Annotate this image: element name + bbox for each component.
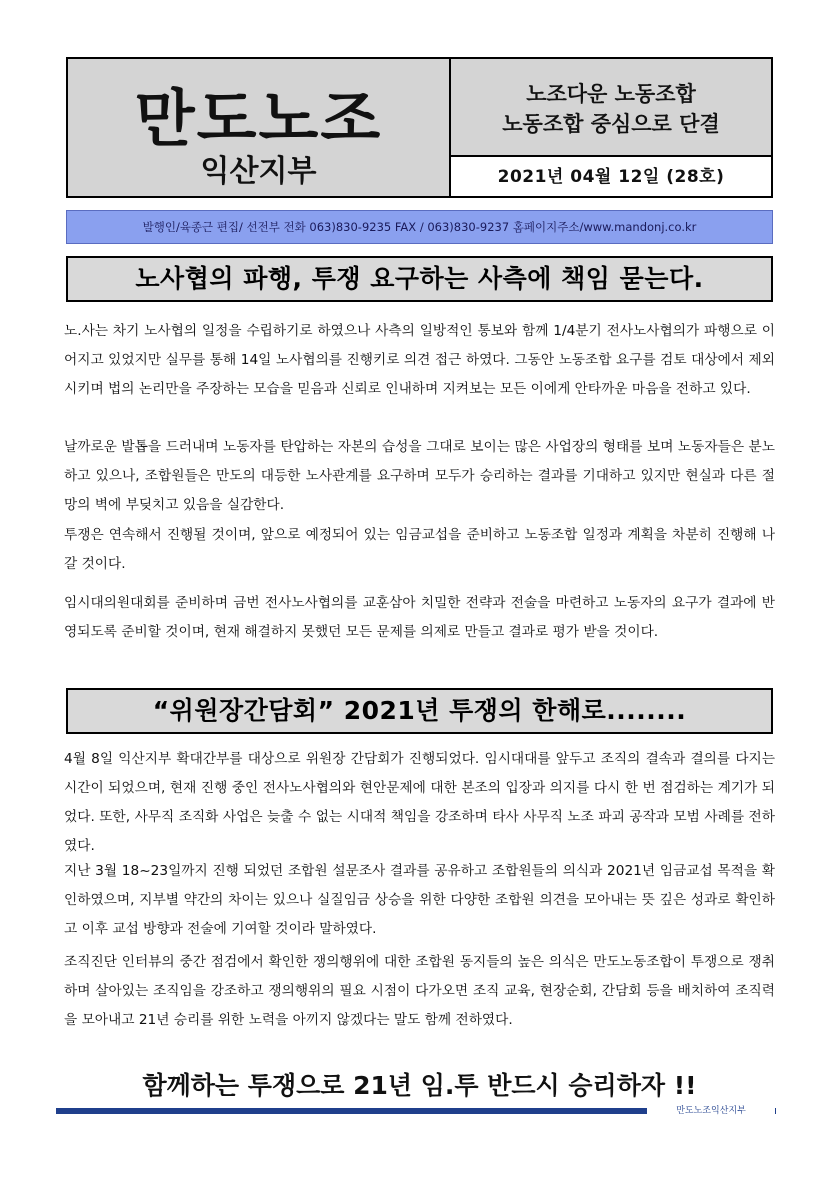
branch-name: 익산지부 [200, 154, 317, 189]
article-1-headline: 노사협의 파행, 투쟁 요구하는 사측에 책임 묻는다. [66, 256, 773, 302]
masthead [66, 57, 773, 198]
slogan-box [451, 59, 771, 157]
masthead-title-block [68, 59, 451, 196]
article-1-paragraph: 노.사는 차기 노사협의 일정을 수립하기로 하였으나 사측의 일방적인 통보와 함께 1/4분기 전사노사협의가 파행으로 이어지고 있었지만 실무를 통해 14일 노사협의를 진행키로 의견 접근 하였다. 그동안 노동조합 요구를 검토 대상에서 제외시키며 법의 논리만을 주장하는 모습을 믿음과 신뢰로 인내하며 지켜보는 모든 이에게 안타까운 마음을 전하고 있다. [64, 323, 775, 397]
article-2-headline: “위원장간담회” 2021년 투쟁의 한해로........ [66, 688, 773, 734]
article-1-paragraph: 날까로운 발톱을 드러내며 노동자를 탄압하는 자본의 습성을 그대로 보이는 많은 사업장의 형태를 보며 노동자들은 분노하고 있으나, 조합원들은 만도의 대등한 노사관계를 요구하며 모두가 승리하는 결과를 기대하고 있지만 현실과 다른 절망의 벽에 부딪치고 있음을 실감한다. [64, 439, 775, 513]
article-2-paragraph: 지난 3월 18~23일까지 진행 되었던 조합원 설문조사 결과를 공유하고 조합원들의 의식과 2021년 임금교섭 목적을 확인하였으며, 지부별 약간의 차이는 있으나 실질임금 상승을 위한 다양한 조합원 의견을 모아내는 뜻 깊은 성과로 확인하고 이후 교섭 방향과 전술에 기여할 것이라 말하였다. [64, 863, 775, 937]
article-2-paragraph: 4월 8일 익산지부 확대간부를 대상으로 위원장 간담회가 진행되었다. 임시대대를 앞두고 조직의 결속과 결의를 다지는 시간이 되었으며, 현재 진행 중인 전사노사협의와 현안문제에 대한 본조의 입장과 의지를 다시 한 번 점검하는 계기가 되었다. 또한, 사무직 조직화 사업은 늦출 수 없는 시대적 책임을 강조하며 타사 사무직 노조 파괴 공작과 모범 사례를 전하였다. [64, 751, 775, 854]
publisher-info-bar: 발행인/육종근 편집/ 선전부 전화 063)830-9235 FAX / 063)830-9237 홈페이지주소/www.mandonj.co.kr [66, 210, 773, 244]
article-2-paragraph: 조직진단 인터뷰의 중간 점검에서 확인한 쟁의행위에 대한 조합원 동지들의 높은 의식은 만도노동조합이 투쟁으로 쟁취하며 살아있는 조직임을 강조하고 쟁의행위의 필요 시점이 다가오면 조직 교육, 현장순회, 간담회 등을 배치하여 조직력을 모아내고 21년 승리를 위한 노력을 아끼지 않겠다는 말도 함께 전하였다. [64, 954, 775, 1028]
article-1-paragraph: 투쟁은 연속해서 진행될 것이며, 앞으로 예정되어 있는 임금교섭을 준비하고 노동조합 일정과 계획을 차분히 진행해 나갈 것이다. [64, 527, 775, 572]
issue-date: 2021년 04월 12일 (28호) [497, 167, 725, 187]
slogan-line-1: 노조다운 노동조합 [526, 82, 696, 106]
newsletter-title: 만도노조 [134, 82, 383, 155]
masthead-info-block [451, 59, 771, 196]
footer-mark: 만도노조익산지부 [647, 1105, 775, 1117]
slogan-line-2: 노동조합 중심으로 단결 [502, 112, 720, 136]
article-1-paragraph: 임시대의원대회를 준비하며 금번 전사노사협의를 교훈삼아 치밀한 전략과 전술을 마련하고 노동자의 요구가 결과에 반영되도록 준비할 것이며, 현재 해결하지 못했던 모든 문제를 의제로 만들고 결과로 평가 받을 것이다. [64, 595, 775, 640]
closing-slogan: 함께하는 투쟁으로 21년 임.투 반드시 승리하자 !! [142, 1071, 697, 1100]
